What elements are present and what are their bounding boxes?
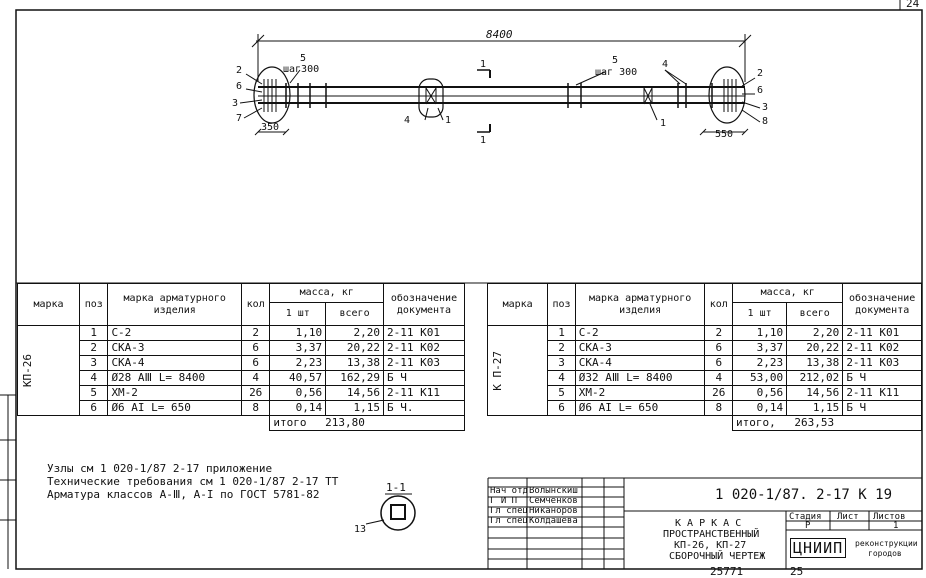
- tb-name: Волынскиш: [529, 486, 578, 496]
- note-line: Технические требования см 1 020-1/87 2-17 ТТ: [47, 475, 339, 488]
- stage-value: Р: [805, 521, 811, 531]
- right-callout-3: 3: [762, 102, 769, 113]
- left-step-label: шаг300: [283, 64, 320, 75]
- overall-dimension: 8400: [486, 28, 513, 41]
- cell-poz: 2: [80, 341, 108, 356]
- right-callout-4: 4: [662, 59, 669, 70]
- right-callout-6: 6: [757, 85, 764, 96]
- tb-role: Нач отд: [490, 486, 528, 496]
- table-row: [18, 356, 465, 371]
- marka-cell: [18, 326, 80, 416]
- cell-one: 53,00: [733, 371, 787, 386]
- table-row: [488, 386, 922, 401]
- cell-kol: 8: [705, 401, 733, 416]
- cell-total: 1,15: [326, 401, 384, 416]
- stage-label: Стадия: [789, 512, 822, 522]
- cell-one: 3,37: [270, 341, 326, 356]
- cell-poz: 1: [548, 326, 576, 341]
- table-row: [488, 341, 922, 356]
- marka-value: КП-26: [21, 353, 34, 388]
- header-marka-arm: марка арматурного изделия: [575, 284, 705, 326]
- marka-cell: [488, 326, 548, 416]
- tb-role: Г И П: [490, 496, 518, 506]
- right-callout-8: 8: [762, 116, 769, 127]
- note-line: Арматура классов А-Ⅲ, А-I по ГОСТ 5781-82: [47, 488, 320, 501]
- cell-poz: 5: [548, 386, 576, 401]
- cell-doc: 2-11 К01: [383, 326, 464, 341]
- cell-poz: 6: [548, 401, 576, 416]
- cell-kol: 6: [705, 341, 733, 356]
- cell-name: СКА-4: [575, 356, 705, 371]
- cell-kol: 26: [705, 386, 733, 401]
- cell-name: С-2: [108, 326, 242, 341]
- cell-doc: Б Ч: [843, 401, 922, 416]
- org-text: городов: [868, 549, 902, 558]
- cell-total: 20,22: [787, 341, 843, 356]
- header-marka: марка: [18, 284, 80, 326]
- tb-name: Никаноров: [529, 506, 578, 516]
- cell-total: 14,56: [787, 386, 843, 401]
- header-marka-arm: марка арматурного изделия: [108, 284, 242, 326]
- header-poz: поз: [548, 284, 576, 326]
- header-massa: масса, кг: [733, 284, 843, 303]
- left-callout-6: 6: [236, 81, 243, 92]
- section-item-13: 13: [354, 524, 367, 535]
- tb-name: Семченков: [529, 496, 578, 506]
- cell-poz: 2: [548, 341, 576, 356]
- left-callout-2: 2: [236, 65, 243, 76]
- header-massa: масса, кг: [270, 284, 384, 303]
- cell-kol: 2: [242, 326, 270, 341]
- cell-doc: 2-11 К02: [383, 341, 464, 356]
- header-marka: марка: [488, 284, 548, 326]
- header-poz: поз: [80, 284, 108, 326]
- cell-kol: 6: [242, 356, 270, 371]
- cell-total: 20,22: [326, 341, 384, 356]
- cell-kol: 4: [242, 371, 270, 386]
- header-one: 1 шт: [270, 303, 326, 326]
- cell-one: 3,37: [733, 341, 787, 356]
- header-oboz: обозначение документа: [383, 284, 464, 326]
- cell-name: Ø6 AI L= 650: [108, 401, 242, 416]
- sheet-number: 24: [906, 0, 920, 10]
- cell-total: 162,29: [326, 371, 384, 386]
- cell-doc: 2-11 К11: [843, 386, 922, 401]
- cell-one: 2,23: [733, 356, 787, 371]
- header-kol: кол: [242, 284, 270, 326]
- drawing-title-line: ПРОСТРАНСТВЕННЫЙ: [663, 529, 760, 540]
- left-callout-5: 5: [300, 53, 307, 64]
- table-row: [488, 356, 922, 371]
- cell-name: Ø28 АⅢ L= 8400: [108, 371, 242, 386]
- cell-name: С-2: [575, 326, 705, 341]
- cell-doc: Б Ч.: [383, 401, 464, 416]
- section-mark-bottom: 1: [480, 135, 487, 146]
- cell-doc: 2-11 К02: [843, 341, 922, 356]
- archive-number: 25771: [710, 565, 744, 578]
- cell-one: 40,57: [270, 371, 326, 386]
- cell-poz: 3: [548, 356, 576, 371]
- cell-kol: 6: [705, 356, 733, 371]
- section-mark-top: 1: [480, 59, 487, 70]
- cell-poz: 4: [80, 371, 108, 386]
- itogo-value: 213,80: [325, 416, 365, 429]
- org-logo: ЦНИИП: [790, 538, 846, 558]
- spec-table-right: [487, 283, 922, 431]
- archive-sheet: 25: [790, 565, 804, 578]
- cell-one: 0,56: [733, 386, 787, 401]
- center-callout-1: 1: [445, 115, 452, 126]
- cell-one: 1,10: [733, 326, 787, 341]
- section-title: 1-1: [386, 481, 406, 494]
- itogo-value: 263,53: [794, 416, 835, 429]
- cell-one: 2,23: [270, 356, 326, 371]
- cell-doc: 2-11 К01: [843, 326, 922, 341]
- tb-role: Гл спец: [490, 516, 528, 526]
- right-callout-2: 2: [757, 68, 764, 79]
- cell-doc: 2-11 К03: [383, 356, 464, 371]
- cell-kol: 4: [705, 371, 733, 386]
- table-row: [18, 341, 465, 356]
- cell-total: 13,38: [326, 356, 384, 371]
- table-row: [18, 326, 465, 341]
- cell-poz: 6: [80, 401, 108, 416]
- cell-doc: 2-11 К11: [383, 386, 464, 401]
- cell-name: СКА-4: [108, 356, 242, 371]
- cell-kol: 2: [705, 326, 733, 341]
- drawing-title-line: К А Р К А С: [675, 518, 742, 529]
- cell-name: ХМ-2: [108, 386, 242, 401]
- cell-kol: 6: [242, 341, 270, 356]
- tb-role: Гл спец: [490, 506, 528, 516]
- cell-one: 0,14: [733, 401, 787, 416]
- general-notes: [47, 462, 338, 501]
- drawing-title-line: СБОРОЧНЫЙ ЧЕРТЕЖ: [669, 551, 766, 562]
- beam-elevation: [240, 34, 760, 135]
- cell-total: 1,15: [787, 401, 843, 416]
- cell-name: ХМ-2: [575, 386, 705, 401]
- header-total: всего: [326, 303, 384, 326]
- header-total: всего: [787, 303, 843, 326]
- cell-name: СКА-3: [575, 341, 705, 356]
- table-row: [18, 401, 465, 416]
- cell-kol: 26: [242, 386, 270, 401]
- cell-name: Ø32 АⅢ L= 8400: [575, 371, 705, 386]
- table-row: [18, 371, 465, 386]
- sheet-label: Лист: [837, 512, 859, 522]
- cell-one: 1,10: [270, 326, 326, 341]
- cell-one: 0,56: [270, 386, 326, 401]
- cell-one: 0,14: [270, 401, 326, 416]
- cell-doc: 2-11 К03: [843, 356, 922, 371]
- itogo-row: [270, 416, 465, 431]
- marka-value: К П-27: [491, 350, 504, 391]
- cell-total: 14,56: [326, 386, 384, 401]
- cell-name: Ø6 AI L= 650: [575, 401, 705, 416]
- itogo-label: итого,: [736, 416, 776, 429]
- itogo-row: [733, 416, 922, 431]
- cell-total: 2,20: [326, 326, 384, 341]
- cell-poz: 1: [80, 326, 108, 341]
- document-code: 1 020-1/87. 2-17 К 19: [715, 487, 893, 503]
- table-row: [488, 401, 922, 416]
- note-line: Узлы см 1 020-1/87 2-17 приложение: [47, 462, 273, 475]
- table-row: [488, 326, 922, 341]
- org-text: реконструкции: [855, 539, 918, 548]
- right-callout-1: 1: [660, 118, 667, 129]
- sheets-value: 1: [893, 521, 899, 531]
- table-row: [488, 371, 922, 386]
- sheets-label: Листов: [873, 512, 906, 522]
- cell-doc: Б Ч: [383, 371, 464, 386]
- right-step-label: шаг 300: [595, 67, 638, 78]
- table-row: [18, 386, 465, 401]
- cell-total: 2,20: [787, 326, 843, 341]
- right-callout-5: 5: [612, 55, 619, 66]
- header-one: 1 шт: [733, 303, 787, 326]
- tb-name: Колдашева: [529, 516, 578, 526]
- left-callout-3: 3: [232, 98, 239, 109]
- left-callout-7: 7: [236, 113, 243, 124]
- cell-poz: 3: [80, 356, 108, 371]
- center-callout-4: 4: [404, 115, 411, 126]
- itogo-label: итого: [273, 416, 307, 429]
- cell-kol: 8: [242, 401, 270, 416]
- cell-total: 13,38: [787, 356, 843, 371]
- cell-doc: Б Ч: [843, 371, 922, 386]
- header-kol: кол: [705, 284, 733, 326]
- right-dimension: 550: [715, 129, 734, 140]
- spec-table-left: [17, 283, 465, 431]
- cell-name: СКА-3: [108, 341, 242, 356]
- drawing-title-line: КП-26, КП-27: [674, 540, 747, 551]
- cell-poz: 4: [548, 371, 576, 386]
- header-oboz: обозначение документа: [843, 284, 922, 326]
- cell-poz: 5: [80, 386, 108, 401]
- cell-total: 212,02: [787, 371, 843, 386]
- left-dimension: 350: [261, 122, 280, 133]
